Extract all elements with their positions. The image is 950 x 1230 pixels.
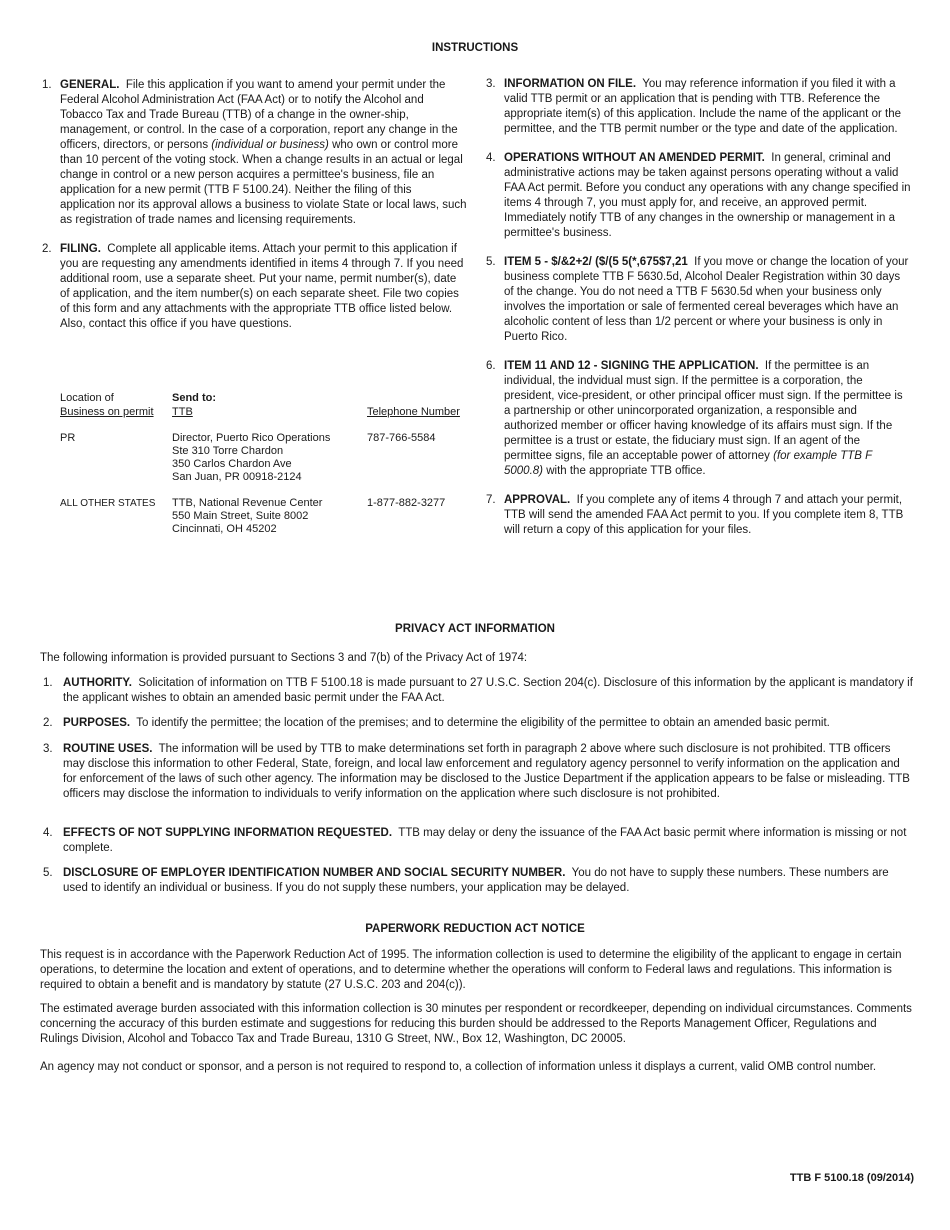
instructions-left-column — [42, 78, 467, 332]
privacy-item-authority: 1. AUTHORITY. Solicitation of information on TTB F 5100.18 is made pursuant to 27 U.S.C. Section 204(c). Disclosure of this information by the applicant is mandatory if the applicant wishes to obtain an amended basic permit under the FAA Act. — [43, 677, 913, 704]
item-heading: OPERATIONS WITHOUT AN AMENDED PERMIT. — [504, 152, 765, 164]
item-italic: (individual or business) — [211, 139, 329, 151]
paperwork-title: PAPERWORK REDUCTION ACT NOTICE — [365, 923, 585, 935]
item-number: 3. — [486, 78, 496, 90]
instruction-item-5 — [486, 255, 911, 345]
instructions-right-column — [486, 77, 911, 538]
table-row-location: ALL OTHER STATES — [60, 498, 156, 509]
privacy-intro: The following information is provided pursuant to Sections 3 and 7(b) of the Privacy Act of 1974: — [40, 652, 528, 664]
privacy-item-effects: 4. EFFECTS OF NOT SUPPLYING INFORMATION REQUESTED. TTB may delay or deny the issuance of the FAA Act basic permit where information is missing or not complete. — [43, 827, 907, 854]
item-text: File this application if you want to amend your permit under the Federal Alcohol Administration Act (FAA Act) or to notify the Alcohol and Tobacco Tax and Trade Bureau (TTB) of a change in the owner-ship, management, or control. In the case of a corporation, report any change in the officers, directors, or persons — [60, 79, 458, 151]
paperwork-paragraph-3: An agency may not conduct or sponsor, and a person is not required to respond to, a collection of information unless it displays a current, valid OMB control number. — [40, 1061, 877, 1073]
item-text: with the appropriate TTB office. — [543, 465, 706, 477]
table-header-location: Location of — [60, 392, 114, 404]
form-number: TTB F 5100.18 (09/2014) — [789, 1172, 914, 1184]
page-title: INSTRUCTIONS — [431, 42, 519, 54]
paperwork-paragraph-1: This request is in accordance with the Paperwork Reduction Act of 1995. The information collection is used to determine the eligibility of the applicant to engage in certain operations, to determine the location and extent of operations, and to determine whether the operations will conform to Federal laws and regulations. This information is required to obtain a benefit and is mandatory by statute (27 U.S.C. 203 and 204(c)). — [40, 949, 902, 991]
privacy-item-purposes: 2. PURPOSES. To identify the permittee; the location of the premises; and to determine the eligibility of the permittee to obtain an amended basic permit. — [43, 717, 830, 729]
item-number: 2. — [42, 243, 52, 255]
instruction-item-general — [42, 78, 467, 228]
instruction-item-filing — [42, 242, 467, 332]
table-row-location: PR — [60, 432, 76, 444]
item-text: If you move or change the location of your business complete TTB F 5630.5d, Alcohol Dealer Registration within 30 days of the change. You do not need a TTB F 5630.5d when your business only involves the importation or sale of fermented cereal beverages which have an alcoholic content of less than 1/2 percent or where your business is only in Puerto Rico. — [504, 256, 909, 343]
table-header-telephone: Telephone Number — [367, 406, 460, 418]
item-text: If the permittee is an individual, the indvidual must sign. If the permittee is a corporation, the president, vice-president, or other principal officer must sign. If the permittee is a partnership or other unincorporated organization, a responsible and authorized member or officer having knowledge of its affairs must sign. If the permittee is a trust or estate, the fiduciary must sign. If an agent of the permittee signs, file an acceptable power of attorney — [504, 360, 903, 462]
table-header-ttb: TTB — [172, 406, 193, 418]
item-number: 1. — [42, 79, 52, 91]
item-heading: GENERAL. — [60, 79, 120, 91]
item-text: who own or control more than 10 percent of the voting stock. When a change results in an actual or legal change in control or a new person acquires a permittee's business, file an application for a new permit (TTB F 5100.24). Neither the filing of this application nor its approval allows a business to violate State or local laws, such as registration of trade names and licensing requirements. — [60, 139, 467, 226]
item-text: If you complete any of items 4 through 7 and attach your permit, TTB will send the amended FAA Act permit to you. If you complete item 8, TTB will return a copy of this application for your files. — [504, 494, 904, 536]
privacy-item-disclosure: 5. DISCLOSURE OF EMPLOYER IDENTIFICATION NUMBER AND SOCIAL SECURITY NUMBER. You do not have to supply these numbers. These numbers are used to identify an individual or business. If you do not supply these numbers, your application may be delayed. — [43, 867, 889, 894]
table-row-telephone: 1-877-882-3277 — [367, 497, 446, 509]
paperwork-paragraph-2: The estimated average burden associated with this information collection is 30 minutes per respondent or recordkeeper, depending on individual circumstances. Comments concerning the accuracy of this burden estimate and suggestions for reducing this burden should be addressed to the Reports Management Officer, Regulations and Rulings Division, Alcohol and Tobacco Tax and Trade Bureau, 1310 G Street, NW., Box 12, Washington, DC 20005. — [40, 1003, 912, 1045]
table-row-telephone: 787-766-5584 — [367, 432, 436, 444]
instruction-item-operations — [486, 151, 911, 241]
instruction-item-information — [486, 77, 911, 137]
table-row-address: TTB, National Revenue Center 550 Main Street, Suite 8002 Cincinnati, OH 45202 — [172, 497, 323, 535]
instruction-item-signing — [486, 359, 911, 479]
item-heading: APPROVAL. — [504, 494, 571, 506]
table-header-location-2: Business on permit — [60, 406, 154, 418]
item-heading: ITEM 11 AND 12 - SIGNING THE APPLICATION. — [504, 360, 759, 372]
item-number: 4. — [486, 152, 496, 164]
privacy-title: PRIVACY ACT INFORMATION — [395, 623, 555, 635]
item-text: You may reference information if you filed it with a valid TTB permit or an application that is pending with TTB. Reference the appropriate item(s) of this application. Include the name of the applicant or the permittee, and the TTB permit number or the type and date of the application. — [504, 78, 901, 135]
item-heading: INFORMATION ON FILE. — [504, 78, 637, 90]
item-heading: ITEM 5 - $/&2+2/ ($/(5 5(*,675$7,21 — [504, 256, 688, 268]
table-row-address: Director, Puerto Rico Operations Ste 310 Torre Chardon 350 Carlos Chardon Ave San Juan, PR 00918-2124 — [172, 432, 331, 483]
item-number: 5. — [486, 256, 496, 268]
privacy-item-routine-uses: 3. ROUTINE USES. The information will be used by TTB to make determinations set forth in paragraph 2 above where such disclosure is not prohibited. TTB officers may disclose this information to other Federal, State, foreign, and local law enforcement and regulatory agency personnel to verify information on the application and for enforcement of the laws of such other agency. The information may be disclosed to the Justice Department if the application appears to be false or misleading. TTB officers may disclose the information to individuals to verify information on the application where such disclosure is not prohibited. — [43, 743, 910, 800]
item-number: 6. — [486, 360, 496, 372]
item-heading: FILING. — [60, 243, 101, 255]
table-header-send: Send to: — [172, 392, 216, 404]
item-number: 7. — [486, 494, 496, 506]
item-text: Complete all applicable items. Attach your permit to this application if you are requesting any amendments identified in items 4 through 7. If you need additional room, use a separate sheet. Put your name, permit number(s), date of application, and the item number(s) on each separate sheet. File two copies of this form and any attachments with the appropriate TTB office listed below. Also, contact this office if you have questions. — [60, 243, 464, 330]
instruction-item-approval — [486, 493, 911, 538]
item-italic: (for example TTB F 5000.8) — [504, 450, 872, 477]
item-text: In general, criminal and administrative actions may be taken against persons operating without a valid FAA Act permit. Before you conduct any operations with any change specified in items 4 through 7, you must apply for, and receive, an approved permit. Immediately notify TTB of any changes in the ownership or management in a permittee's business. — [504, 152, 911, 239]
